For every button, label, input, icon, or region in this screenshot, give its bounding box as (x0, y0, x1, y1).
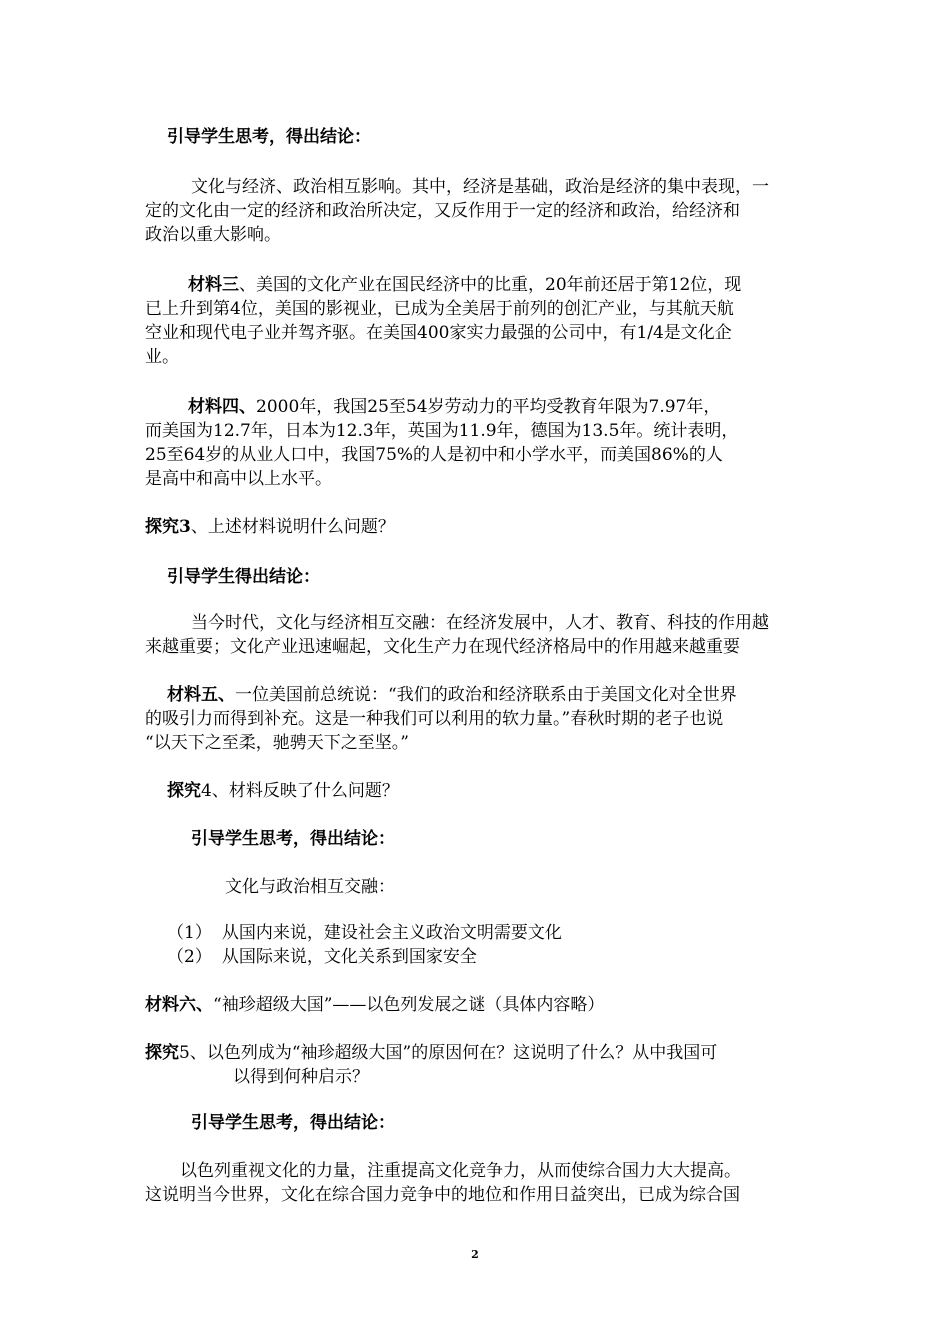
paragraph-line: 的吸引力而得到补充。这是一种我们可以利用的软力量。”春秋时期的老子也说 (145, 709, 724, 729)
list-number: （1） (167, 923, 212, 943)
inquiry-4-label: 探究 (167, 781, 201, 801)
paragraph-line: 25至64岁的从业人口中，我国75%的人是初中和小学水平，而美国86%的人 (145, 445, 723, 465)
list-item: （2） 从国际来说，文化关系到国家安全 (167, 947, 477, 967)
paragraph-line: 以色列重视文化的力量，注重提高文化竞争力，从而使综合国力大大提高。 (180, 1161, 741, 1181)
material-6-label: 材料六、 (145, 995, 213, 1015)
paragraph-line: 当今时代，文化与经济相互交融：在经济发展中，人才、教育、科技的作用越 (191, 613, 769, 633)
material-6-line: 材料六、“袖珍超级大国”——以色列发展之谜（具体内容略） (145, 995, 605, 1015)
conclusion-heading-3: 引导学生思考，得出结论： (191, 829, 395, 849)
material-5-label: 材料五、 (167, 685, 235, 705)
paragraph-line: 是高中和高中以上水平。 (145, 469, 332, 489)
paragraph-line: 定的文化由一定的经济和政治所决定，又反作用于一定的经济和政治，给经济和 (145, 201, 740, 221)
paragraph-line: “以天下之至柔，驰骋天下之至坚。” (145, 733, 409, 753)
paragraph-line: 空业和现代电子业并驾齐驱。在美国400家实力最强的公司中，有1/4是文化企 (145, 323, 732, 343)
inquiry-5-line: 探究5、以色列成为“袖珍超级大国”的原因何在？这说明了什么？从中我国可 (145, 1043, 718, 1063)
material-4-label: 材料四、 (188, 397, 256, 417)
list-item: （1） 从国内来说，建设社会主义政治文明需要文化 (167, 923, 562, 943)
paragraph-line: 文化与政治相互交融： (225, 877, 395, 897)
paragraph-line: 文化与经济、政治相互影响。其中，经济是基础，政治是经济的集中表现，一 (191, 177, 769, 197)
inquiry-3-line: 探究3、上述材料说明什么问题？ (145, 517, 395, 537)
inquiry-3-label: 探究3 (145, 517, 191, 537)
paragraph-line: 业。 (145, 347, 179, 367)
material-3-line: 材料三、美国的文化产业在国民经济中的比重，20年前还居于第12位，现 (188, 275, 742, 295)
paragraph-line: 来越重要；文化产业迅速崛起，文化生产力在现代经济格局中的作用越来越重要 (145, 637, 740, 657)
inquiry-4-line: 探究4、材料反映了什么问题？ (167, 781, 399, 801)
paragraph-line: 政治以重大影响。 (145, 225, 281, 245)
conclusion-heading-1: 引导学生思考，得出结论： (167, 127, 371, 147)
list-number: （2） (167, 947, 212, 967)
page-number: 2 (471, 1248, 479, 1261)
material-3-label: 材料三 (188, 275, 239, 295)
paragraph-line: 而美国为12.7年，日本为12.3年，英国为11.9年，德国为13.5年。统计表明， (145, 421, 739, 441)
paragraph-line: 已上升到第4位，美国的影视业，已成为全美居于前列的创汇产业，与其航天航 (145, 299, 734, 319)
paragraph-line: 这说明当今世界，文化在综合国力竞争中的地位和作用日益突出，已成为综合国 (145, 1185, 740, 1205)
material-5-line: 材料五、一位美国前总统说：“我们的政治和经济联系由于美国文化对全世界 (167, 685, 737, 705)
paragraph-line: 以得到何种启示？ (233, 1067, 369, 1087)
inquiry-5-label: 探究 (145, 1043, 179, 1063)
conclusion-heading-4: 引导学生思考，得出结论： (191, 1113, 395, 1133)
material-4-line: 材料四、2000年，我国25至54岁劳动力的平均受教育年限为7.97年， (188, 397, 721, 417)
conclusion-heading-2: 引导学生得出结论： (167, 567, 320, 587)
